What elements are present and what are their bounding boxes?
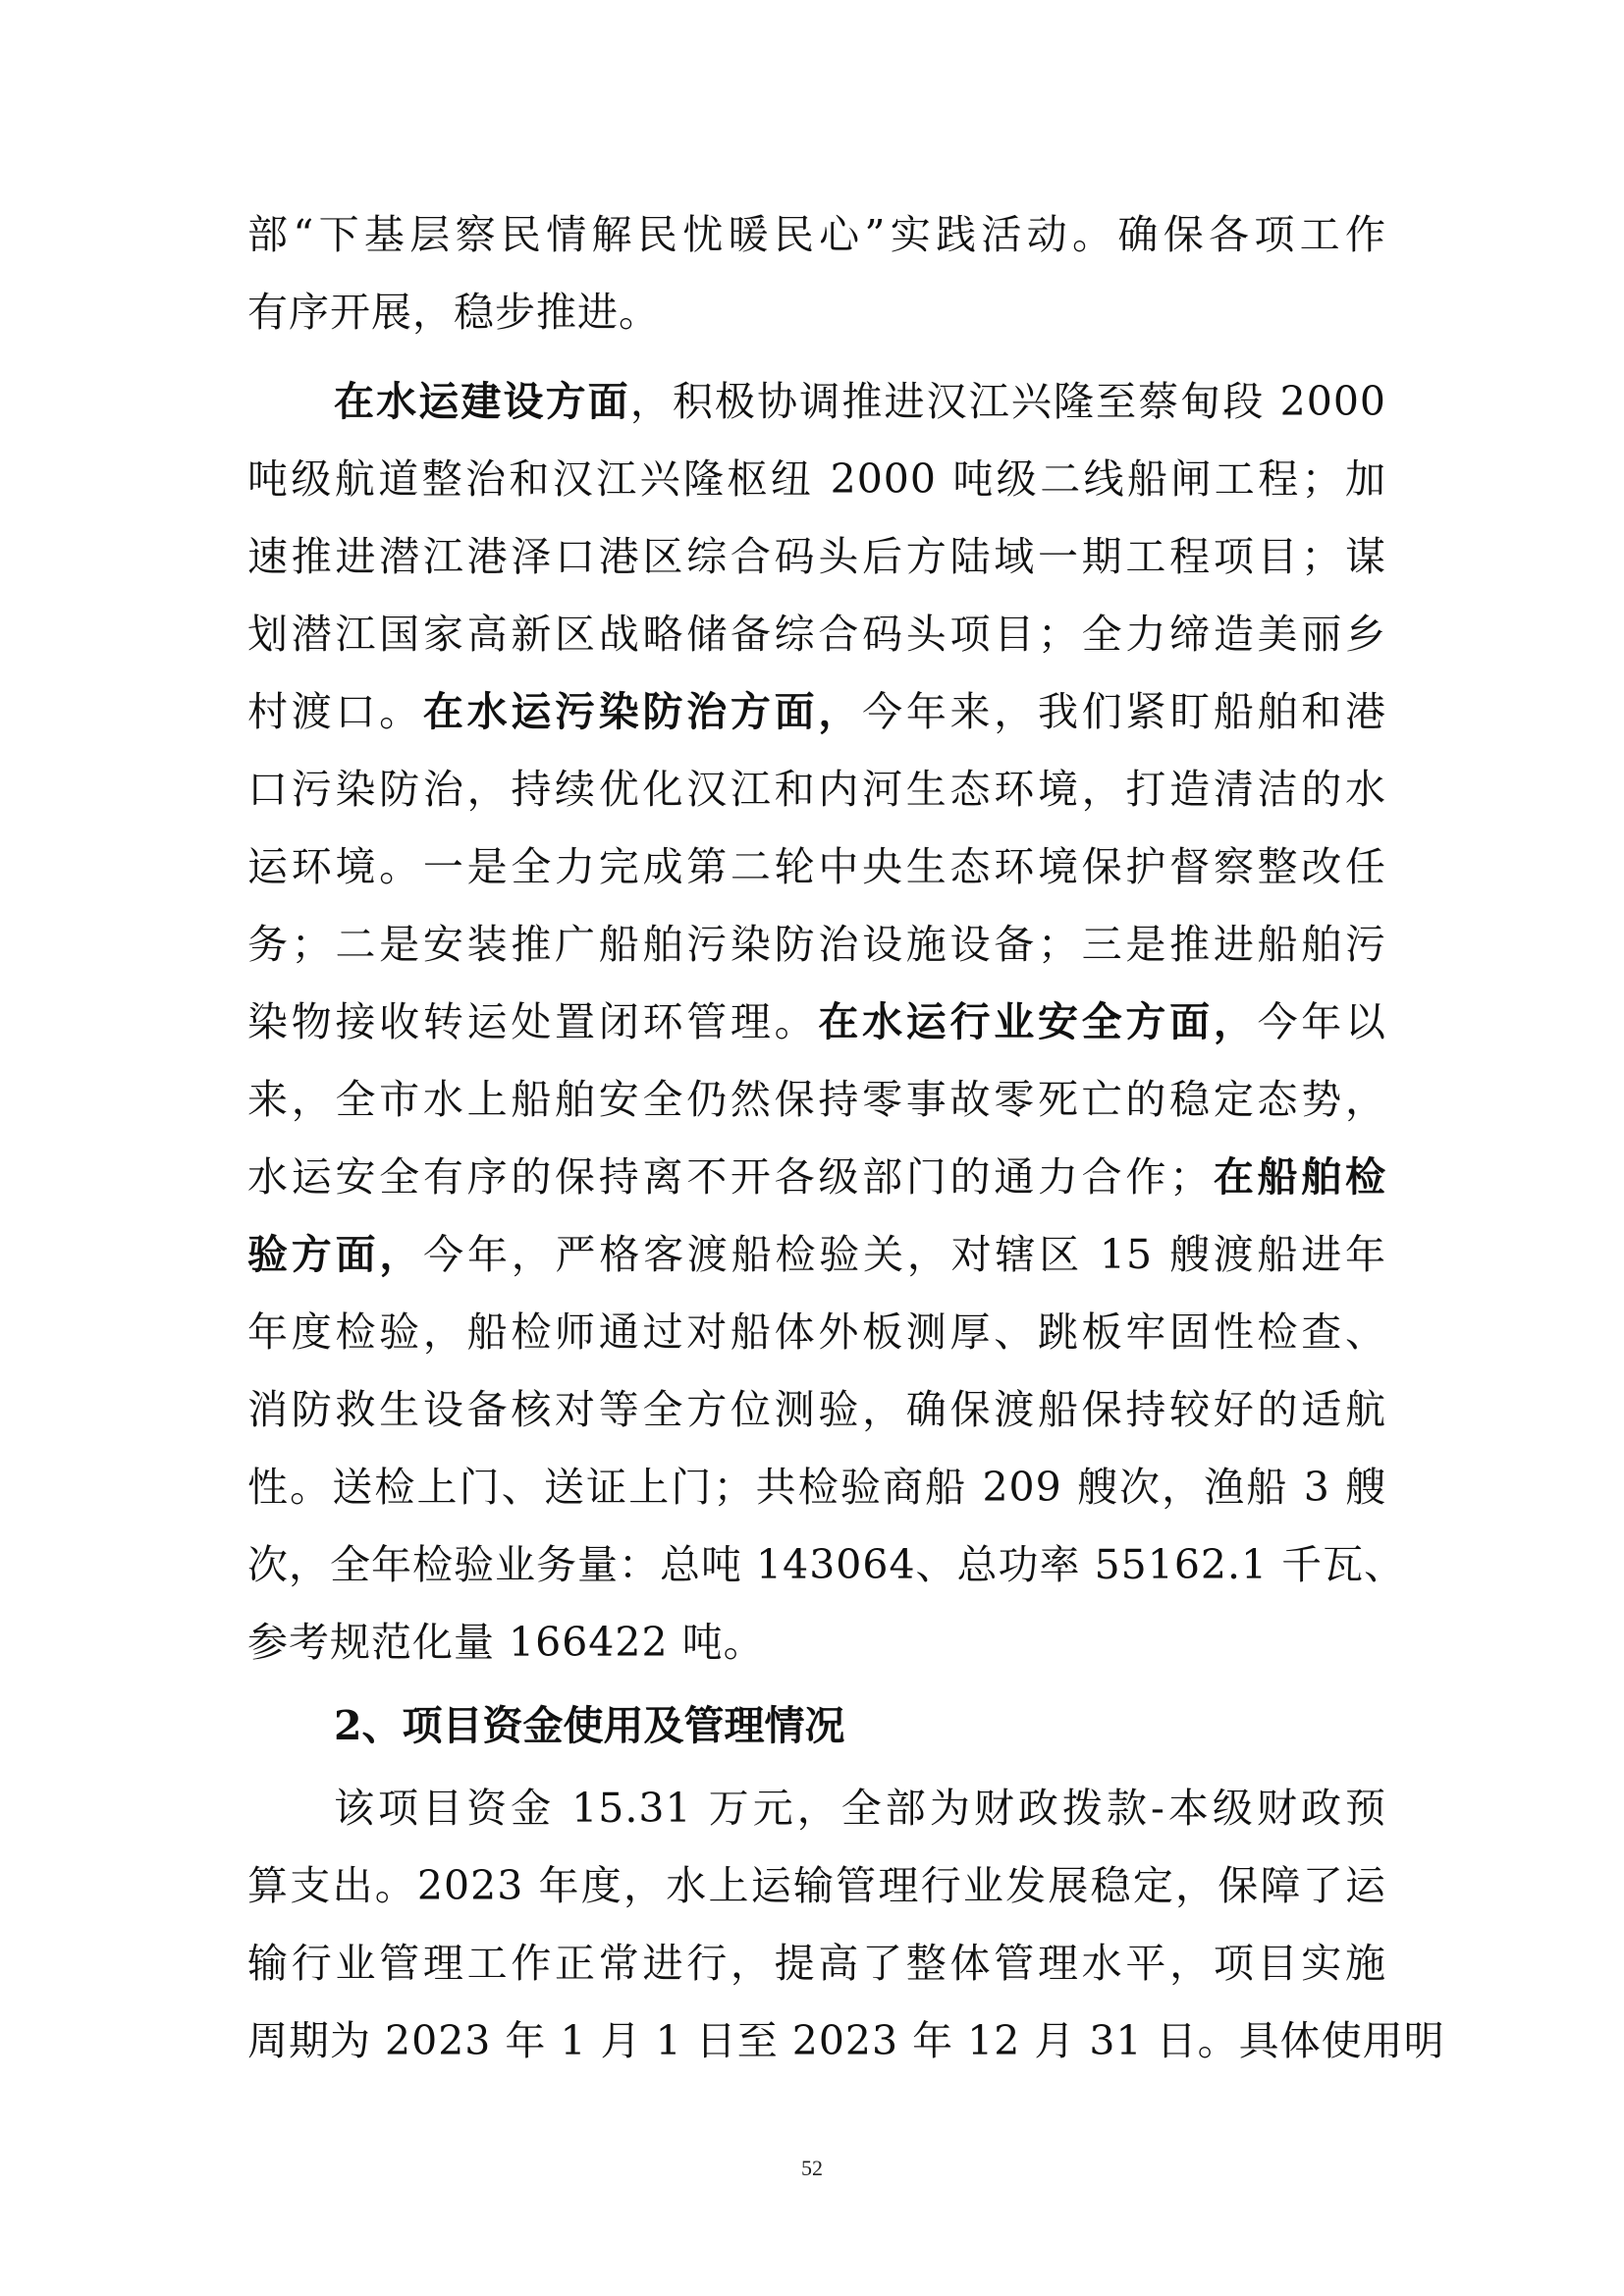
text-line: 该项目资金 15.31 万元，全部为财政拨款-本级财政预 xyxy=(334,1785,1386,1832)
text-span: 今年以 xyxy=(1257,998,1387,1045)
text-line: 务；二是安装推广船舶污染防治设施设备；三是推进船舶污 xyxy=(247,921,1386,968)
text-line: 来，全市水上船舶安全仍然保持零事故零死亡的稳定态势， xyxy=(247,1076,1386,1123)
text-line: 部“下基层察民情解民忧暖民心”实践活动。确保各项工作 xyxy=(247,211,1386,258)
text-span: 村渡口。 xyxy=(247,688,423,735)
bold-phrase: 在水运建设方面 xyxy=(334,378,630,425)
text-line xyxy=(247,363,1386,441)
text-span: ，积极协调推进汉江兴隆至蔡甸段 2000 xyxy=(629,378,1387,425)
text-line: 年度检验，船检师通过对船体外板测厚、跳板牢固性检查、 xyxy=(247,1308,1386,1356)
text-line: 运环境。一是全力完成第二轮中央生态环境保护督察整改任 xyxy=(247,843,1386,890)
bold-phrase: 在水运污染防治方面， xyxy=(422,688,863,735)
text-span: 染物接收转运处置闭环管理。 xyxy=(247,998,819,1045)
text-line: 算支出。2023 年度，水上运输管理行业发展稳定，保障了运 xyxy=(247,1862,1386,1909)
text-line: 参考规范化量 166422 吨。 xyxy=(247,1619,765,1666)
text-line: 消防救生设备核对等全方位测验，确保渡船保持较好的适航 xyxy=(247,1386,1386,1433)
page-number: 52 xyxy=(801,2156,823,2180)
body-text xyxy=(247,196,1445,2080)
text-line xyxy=(247,1216,1386,1294)
text-line: 次，全年检验业务量：总吨 143064、总功率 55162.1 千瓦、 xyxy=(247,1541,1406,1588)
text-line: 吨级航道整治和汉江兴隆枢纽 2000 吨级二线船闸工程；加 xyxy=(247,455,1386,503)
bold-phrase: 验方面， xyxy=(247,1231,424,1278)
bold-phrase: 在水运行业安全方面， xyxy=(818,998,1258,1045)
text-line: 有序开展，稳步推进。 xyxy=(247,289,660,336)
bold-phrase: 在船舶检 xyxy=(1211,1153,1387,1201)
text-line xyxy=(247,984,1386,1061)
text-line: 划潜江国家高新区战略储备综合码头项目；全力缔造美丽乡 xyxy=(247,611,1386,658)
text-line: 输行业管理工作正常进行，提高了整体管理水平，项目实施 xyxy=(247,1940,1386,1987)
text-line: 性。送检上门、送证上门；共检验商船 209 艘次，渔船 3 艘 xyxy=(247,1464,1386,1511)
text-span: 水运安全有序的保持离不开各级部门的通力合作； xyxy=(247,1153,1212,1201)
text-line xyxy=(247,1139,1386,1216)
text-span: 今年，严格客渡船检验关，对辖区 15 艘渡船进年 xyxy=(423,1231,1387,1278)
text-line: 口污染防治，持续优化汉江和内河生态环境，打造清洁的水 xyxy=(247,766,1386,813)
text-line: 速推进潜江港泽口港区综合码头后方陆域一期工程项目；谋 xyxy=(247,533,1386,580)
text-line xyxy=(247,673,1386,751)
section-heading: 2、项目资金使用及管理情况 xyxy=(334,1702,845,1749)
text-span: 今年来，我们紧盯船舶和港 xyxy=(862,688,1387,735)
text-line: 周期为 2023 年 1 月 1 日至 2023 年 12 月 31 日。具体使用明 xyxy=(247,2017,1445,2064)
